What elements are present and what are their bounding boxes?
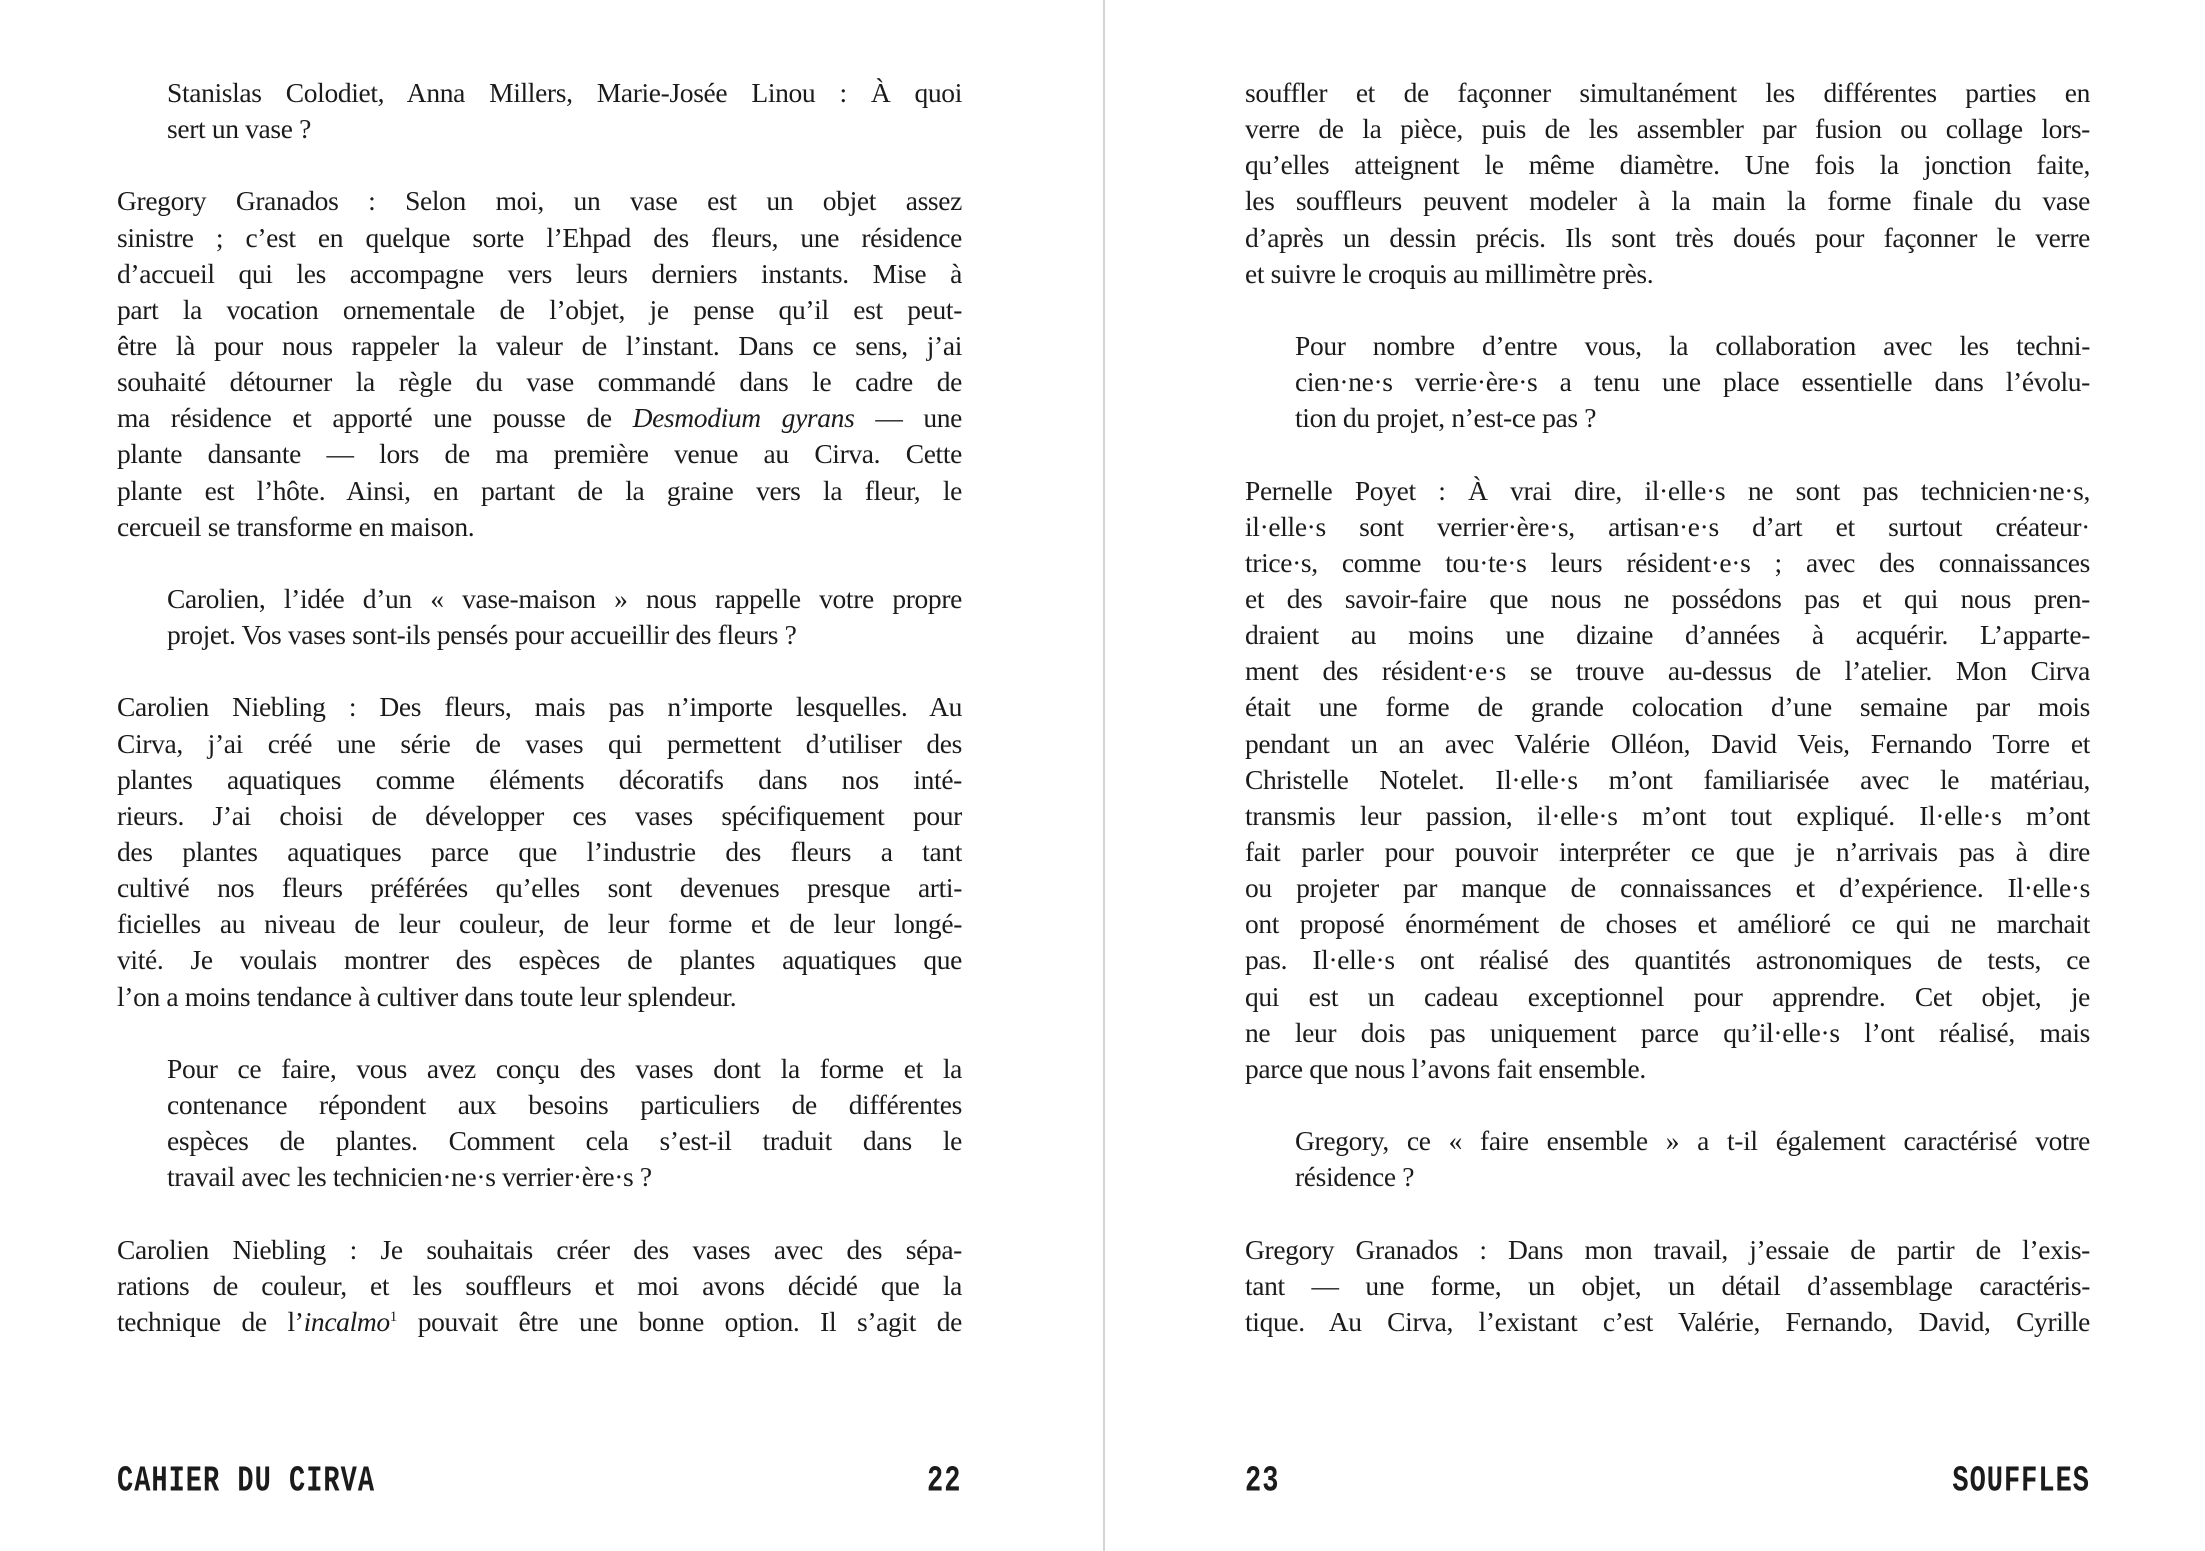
text-line: était une forme de grande colocation d’une semaine par mois [1245,691,2090,723]
answer-paragraph [1245,473,2090,1087]
text-line: et des savoir-faire que nous ne possédons pas et qui nous pren- [1245,582,2090,614]
text-line: qui est un cadeau exceptionnel pour apprendre. Cet objet, je [1245,980,2090,1012]
text-line: ou projeter par manque de connaissances et d’expérience. Il·elle·s [1245,872,2090,904]
text-line: cien·ne·s verrie·ère·s a tenu une place essentielle dans l’évolu- [1295,366,2090,398]
italic-term: Desmodium gyrans [632,402,855,434]
text-line: pas. Il·elle·s ont réalisé des quantités astronomiques de tests, ce [1245,944,2090,976]
text-line: cercueil se transforme en maison. [117,510,475,542]
text-line: souhaité détourner la règle du vase commandé dans le cadre de [117,366,962,398]
text-line: d’accueil qui les accompagne vers leurs derniers instants. Mise à [117,257,962,289]
text-line: Gregory Granados : Dans mon travail, j’essaie de partir de l’exis- [1245,1233,2090,1265]
right-page-number: 23 [1245,1462,1280,1503]
text-line: pendant un an avec Valérie Olléon, David Veis, Fernando Torre et [1245,727,2090,759]
answer-paragraph [117,183,962,544]
answer-paragraph [117,689,962,1014]
text-line: draient au moins une dizaine d’années à acquérir. L’apparte- [1245,619,2090,651]
text-segment: — une [854,402,962,434]
text-line: qu’elles atteignent le même diamètre. Une fois la jonction faite, [1245,149,2090,181]
text-line: tion du projet, n’est-ce pas ? [1295,402,1597,434]
text-line: Gregory Granados : Selon moi, un vase est un objet assez [117,185,962,217]
spread-gutter-divider [1103,0,1105,1551]
text-line: Gregory, ce « faire ensemble » a t-il également caractérisé votre [1295,1125,2090,1157]
interviewer-question [1245,1123,2090,1195]
text-line: des plantes aquatiques parce que l’industrie des fleurs a tant [117,835,962,867]
footnote-marker[interactable]: 1 [389,1308,397,1325]
text-line: résidence ? [1295,1161,1415,1193]
text-line: tique. Au Cirva, l’existant c’est Valérie, Fernando, David, Cyrille [1245,1305,2090,1337]
text-line: contenance répondent aux besoins particuliers de différentes [167,1088,962,1120]
text-line: sinistre ; c’est en quelque sorte l’Ehpad des fleurs, une résidence [117,221,962,253]
text-line: fait parler pour pouvoir interpréter ce que je n’arrivais pas à dire [1245,835,2090,867]
text-line: plante dansante — lors de ma première venue au Cirva. Cette [117,438,962,470]
text-line: Carolien Niebling : Des fleurs, mais pas n’importe lesquelles. Au [117,691,962,723]
text-line: l’on a moins tendance à cultiver dans toute leur splendeur. [117,980,737,1012]
text-line: ne leur dois pas uniquement parce qu’il·elle·s l’ont réalisé, mais [1245,1016,2090,1048]
text-line: plante est l’hôte. Ainsi, en partant de la graine vers la fleur, le [117,474,962,506]
answer-paragraph [1245,1232,2090,1340]
text-line: d’après un dessin précis. Ils sont très doués pour façonner le verre [1245,221,2090,253]
interviewer-question [117,1051,962,1196]
text-line: ficielles au niveau de leur couleur, de leur forme et de leur longé- [117,908,962,940]
text-line: espèces de plantes. Comment cela s’est-il traduit dans le [167,1125,962,1157]
text-line: verre de la pièce, puis de les assembler par fusion ou collage lors- [1245,113,2090,145]
text-segment: technique de l’ [117,1305,304,1337]
text-line: transmis leur passion, il·elle·s m’ont tout expliqué. Il·elle·s m’ont [1245,799,2090,831]
answer-paragraph [1245,75,2090,292]
text-segment: pouvait être une bonne option. Il s’agit de [396,1305,962,1337]
interviewer-question [1245,328,2090,436]
text-line: Pour nombre d’entre vous, la collaboration avec les techni- [1295,329,2090,361]
interviewer-question [117,581,962,653]
text-line: trice·s, comme tou·te·s leurs résident·e·s ; avec des connaissances [1245,546,2090,578]
interviewer-question [117,75,962,147]
text-line: cultivé nos fleurs préférées qu’elles sont devenues presque arti- [117,872,962,904]
left-page-text-column [117,75,962,1376]
text-line: ont proposé énormément de choses et amélioré ce qui ne marchait [1245,908,2090,940]
text-line: les souffleurs peuvent modeler à la main la forme finale du vase [1245,185,2090,217]
text-line: Christelle Notelet. Il·elle·s m’ont familiarisée avec le matériau, [1245,763,2090,795]
answer-paragraph [117,1232,962,1340]
right-page-text-column [1245,75,2090,1376]
text-line [117,1304,962,1340]
text-line [117,400,962,436]
text-line: tant — une forme, un objet, un détail d’assemblage caractéris- [1245,1269,2090,1301]
text-line: et suivre le croquis au millimètre près. [1245,257,1654,289]
text-line: être là pour nous rappeler la valeur de l’instant. Dans ce sens, j’ai [117,329,962,361]
right-running-footer-title: SOUFFLES [1952,1462,2090,1503]
text-line: parce que nous l’avons fait ensemble. [1245,1052,1646,1084]
text-line: rations de couleur, et les souffleurs et moi avons décidé que la [117,1269,962,1301]
text-line: projet. Vos vases sont-ils pensés pour accueillir des fleurs ? [167,619,797,651]
text-line: Carolien, l’idée d’un « vase-maison » nous rappelle votre propre [167,582,962,614]
text-line: Pernelle Poyet : À vrai dire, il·elle·s ne sont pas technicien·ne·s, [1245,474,2090,506]
text-line: vité. Je voulais montrer des espèces de plantes aquatiques que [117,944,962,976]
text-line: il·elle·s sont verrier·ère·s, artisan·e·s d’art et surtout créateur· [1245,510,2090,542]
text-line: Carolien Niebling : Je souhaitais créer des vases avec des sépa- [117,1233,962,1265]
text-line: plantes aquatiques comme éléments décoratifs dans nos inté- [117,763,962,795]
text-segment: ma résidence et apporté une pousse de [117,402,633,434]
text-line: rieurs. J’ai choisi de développer ces vases spécifiquement pour [117,799,962,831]
italic-term: incalmo [303,1305,390,1337]
text-line: Cirva, j’ai créé une série de vases qui permettent d’utiliser des [117,727,962,759]
text-line: souffler et de façonner simultanément les différentes parties en [1245,77,2090,108]
text-line: Stanislas Colodiet, Anna Millers, Marie-Josée Linou : À quoi [167,77,962,108]
text-line: Pour ce faire, vous avez conçu des vases dont la forme et la [167,1052,962,1084]
left-page-number: 22 [927,1462,962,1503]
text-line: sert un vase ? [167,113,312,145]
text-line: travail avec les technicien·ne·s verrier·ère·s ? [167,1161,652,1193]
left-running-footer-title: CAHIER DU CIRVA [117,1462,376,1503]
text-line: part la vocation ornementale de l’objet, je pense qu’il est peut- [117,293,962,325]
text-line: ment des résident·e·s se trouve au-dessus de l’atelier. Mon Cirva [1245,655,2090,687]
